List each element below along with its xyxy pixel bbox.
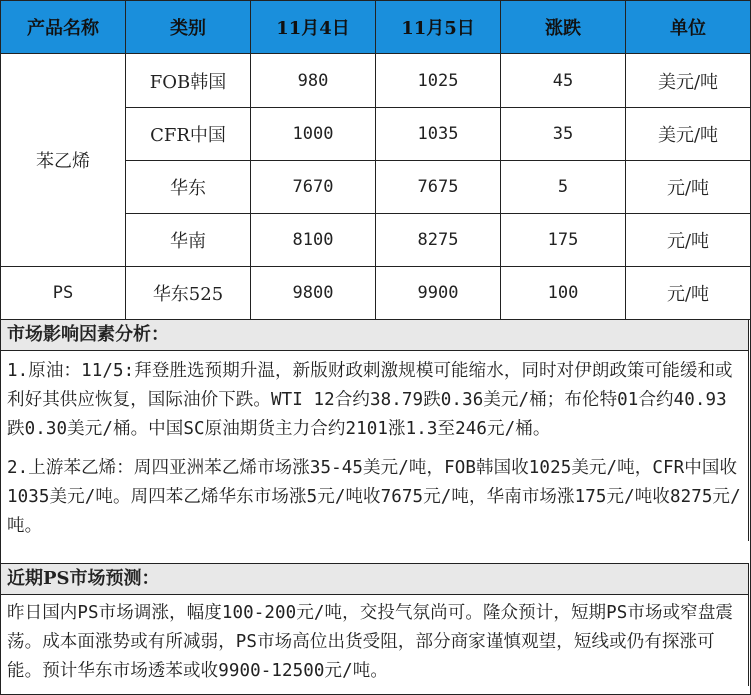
header-nov4: 11月4日 bbox=[251, 1, 376, 54]
analysis-paragraph-crude-oil: 1.原油：11/5:拜登胜选预期升温，新版财政刺激规模可能缩水，同时对伊朗政策可能缓和或利好其供应恢复，国际油价下跌。WTI 12合约38.79跌0.36美元/桶；布伦特01合约40.93跌0.30美元/桶。中国SC原油期货主力合约2101涨1.3至246元/桶。 bbox=[7, 361, 733, 439]
unit-cell: 元/吨 bbox=[626, 267, 751, 320]
table-header-row bbox=[1, 1, 751, 54]
header-nov5: 11月5日 bbox=[376, 1, 501, 54]
unit-cell: 元/吨 bbox=[626, 161, 751, 214]
category-cell: 华南 bbox=[126, 214, 251, 267]
category-cell: 华东525 bbox=[126, 267, 251, 320]
unit-cell: 美元/吨 bbox=[626, 54, 751, 108]
category-cell: CFR中国 bbox=[126, 108, 251, 161]
change-cell: 45 bbox=[501, 54, 626, 108]
change-cell: 5 bbox=[501, 161, 626, 214]
analysis-paragraph-styrene: 2.上游苯乙烯：周四亚洲苯乙烯市场涨35-45美元/吨，FOB韩国收1025美元/吨，CFR中国收1035美元/吨。周四苯乙烯华东市场涨5元/吨收7675元/吨，华南市场涨175元/吨收8275元/吨。 bbox=[7, 458, 741, 536]
category-cell: FOB韩国 bbox=[126, 54, 251, 108]
nov5-cell: 1035 bbox=[376, 108, 501, 161]
nov4-cell: 8100 bbox=[251, 214, 376, 267]
nov5-cell: 8275 bbox=[376, 214, 501, 267]
nov5-cell: 1025 bbox=[376, 54, 501, 108]
nov4-cell: 1000 bbox=[251, 108, 376, 161]
nov4-cell: 7670 bbox=[251, 161, 376, 214]
nov4-cell: 980 bbox=[251, 54, 376, 108]
change-cell: 175 bbox=[501, 214, 626, 267]
nov5-cell: 7675 bbox=[376, 161, 501, 214]
price-table bbox=[0, 0, 751, 320]
nov5-cell: 9900 bbox=[376, 267, 501, 320]
header-category: 类别 bbox=[126, 1, 251, 54]
table-row bbox=[1, 54, 751, 108]
category-cell: 华东 bbox=[126, 161, 251, 214]
forecast-section bbox=[0, 563, 749, 686]
forecast-title: 近期PS市场预测： bbox=[1, 563, 748, 595]
header-unit: 单位 bbox=[626, 1, 751, 54]
analysis-section bbox=[0, 319, 749, 541]
product-cell-styrene: 苯乙烯 bbox=[1, 54, 126, 267]
unit-cell: 元/吨 bbox=[626, 214, 751, 267]
unit-cell: 美元/吨 bbox=[626, 108, 751, 161]
change-cell: 35 bbox=[501, 108, 626, 161]
nov4-cell: 9800 bbox=[251, 267, 376, 320]
change-cell: 100 bbox=[501, 267, 626, 320]
header-change: 涨跌 bbox=[501, 1, 626, 54]
product-cell-ps: PS bbox=[1, 267, 126, 320]
header-product-name: 产品名称 bbox=[1, 1, 126, 54]
table-row bbox=[1, 267, 751, 320]
forecast-paragraph: 昨日国内PS市场调涨，幅度100-200元/吨，交投气氛尚可。隆众预计，短期PS市场或窄盘震荡。成本面涨势或有所减弱，PS市场高位出货受阻，部分商家谨慎观望，短线或仍有探涨可能。预计华东市场透苯或收9900-12500元/吨。 bbox=[7, 603, 734, 681]
analysis-title: 市场影响因素分析： bbox=[1, 319, 748, 351]
